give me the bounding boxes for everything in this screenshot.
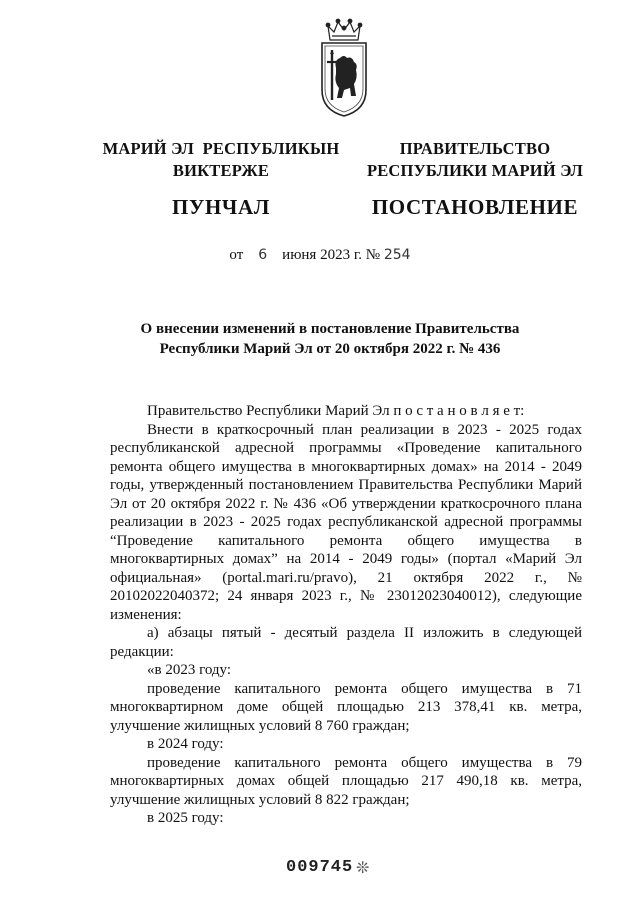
body-paragraph-3: а) абзацы пятый - десятый раздела II изложить в следующей редакции: [110, 625, 582, 660]
header-right-line2: РЕСПУБЛИКИ МАРИЙ ЭЛ [366, 161, 584, 180]
body-paragraph-8: в 2025 году: [147, 810, 224, 826]
header-left-line2: ВИКТЕРЖЕ [172, 161, 270, 180]
header-right [350, 138, 600, 222]
title-line1: О внесении изменений в постановление Правительства [140, 321, 520, 337]
body-paragraph-4: «в 2023 году: [147, 662, 232, 678]
form-serial-number: 009745 [286, 858, 354, 877]
ornament-icon: ❊ [356, 860, 370, 877]
document-number: 254 [383, 247, 411, 263]
header-left [96, 138, 346, 222]
document-body [110, 402, 582, 828]
date-line [0, 247, 640, 264]
body-paragraph-6: в 2024 году: [147, 736, 224, 752]
body-paragraph-2: Внести в краткосрочный план реализации в 2023 - 2025 годах республиканской адресной программы «Проведение капитального ремонта общего имущества в многоквартирных домах» на 2014 - 2049 годы, утвержденный постановлением Правительства Республики Марий Эл от 20 октября 2022 г. № 436 «Об утверждении краткосрочного плана реализации в 2023 - 2025 годах республиканской адресной программы “Проведение капитального ремонта общего имущества в многоквартирных домах” на 2014 - 2049 годы» (портал «Марий Эл официальная» (portal.mari.ru/pravo), 21 октября 2022 г., № 20102022040372; 24 января 2023 г., № 23012023040012), следующие изменения: [110, 421, 582, 623]
header-right-line1: ПРАВИТЕЛЬСТВО [399, 139, 551, 158]
title-line2: Республики Марий Эл от 20 октября 2022 г. № 436 [159, 341, 501, 357]
header-left-doc-type: ПУНЧАЛ [172, 195, 270, 219]
date-prefix: от [229, 247, 244, 263]
header-left-line1: МАРИЙ ЭЛ РЕСПУБЛИКЫН [102, 139, 340, 158]
coat-of-arms-icon [314, 16, 374, 120]
header-right-doc-type: ПОСТАНОВЛЕНИЕ [371, 195, 579, 219]
body-paragraph-7: проведение капитального ремонта общего имущества в 79 многоквартирных домах общей площадью 217 490,18 кв. метра, улучшение жилищных условий 8 822 граждан; [110, 754, 582, 808]
date-month-year: июня 2023 г. № [282, 247, 381, 263]
body-paragraph-5: проведение капитального ремонта общего имущества в 71 многоквартирном доме общей площадью 213 378,41 кв. метра, улучшение жилищных условий 8 760 граждан; [110, 680, 582, 734]
document-title [120, 319, 540, 359]
date-day: 6 [258, 247, 268, 263]
body-paragraph-1: Правительство Республики Марий Эл п о с т а н о в л я е т: [147, 403, 525, 419]
